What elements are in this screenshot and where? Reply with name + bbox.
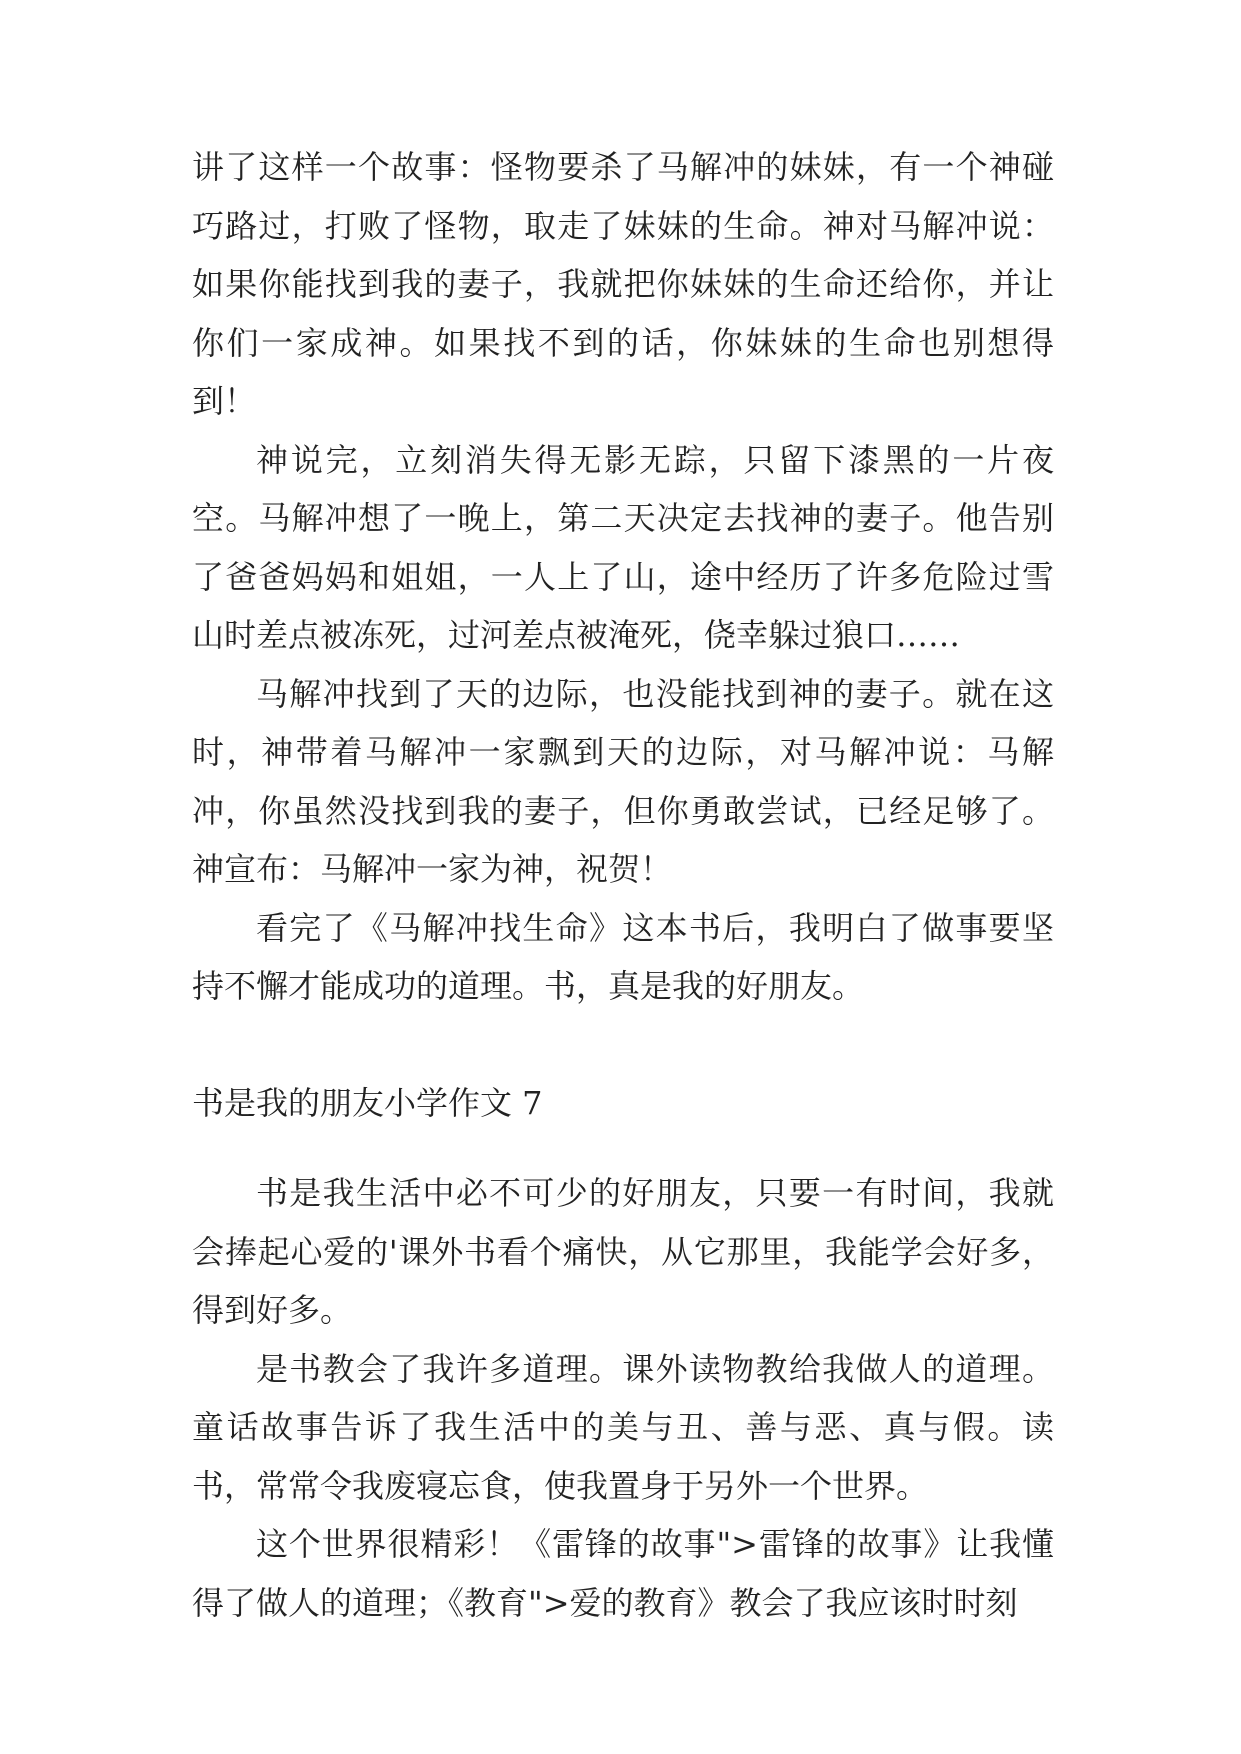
- document-body: [192, 138, 1054, 1632]
- essay-paragraph: 这个世界很精彩！《雷锋的故事">雷锋的故事》让我懂得了做人的道理；《教育">爱的教育》教会了我应该时时刻: [192, 1525, 1054, 1622]
- story-paragraph: 马解冲找到了天的边际，也没能找到神的妻子。就在这时，神带着马解冲一家飘到天的边际，对马解冲说：马解冲，你虽然没找到我的妻子，但你勇敢尝试，已经足够了。神宣布：马解冲一家为神，祝贺！: [192, 674, 1054, 888]
- story-paragraph-continued: 讲了这样一个故事：怪物要杀了马解冲的妹妹，有一个神碰巧路过，打败了怪物，取走了妹妹的生命。神对马解冲说：如果你能找到我的妻子，我就把你妹妹的生命还给你，并让你们一家成神。如果找不到的话，你妹妹的生命也别想得到！: [192, 148, 1054, 420]
- story-paragraph: 神说完，立刻消失得无影无踪，只留下漆黑的一片夜空。马解冲想了一晚上，第二天决定去找神的妻子。他告别了爸爸妈妈和姐姐，一人上了山，途中经历了许多危险过雪山时差点被冻死，过河差点被淹死，侥幸躲过狼口……: [192, 440, 1054, 654]
- essay-paragraph: 是书教会了我许多道理。课外读物教给我做人的道理。童话故事告诉了我生活中的美与丑、善与恶、真与假。读书，常常令我废寝忘食，使我置身于另外一个世界。: [192, 1349, 1054, 1505]
- story-section: [192, 138, 1054, 1016]
- essay-section: [192, 1074, 1054, 1633]
- essay-title: 书是我的朋友小学作文 7: [192, 1083, 543, 1122]
- essay-paragraph: 书是我生活中必不可少的好朋友，只要一有时间，我就会捧起心爱的'课外书看个痛快，从它那里，我能学会好多，得到好多。: [192, 1174, 1054, 1329]
- story-paragraph: 看完了《马解冲找生命》这本书后，我明白了做事要坚持不懈才能成功的道理。书，真是我的好朋友。: [192, 908, 1054, 1005]
